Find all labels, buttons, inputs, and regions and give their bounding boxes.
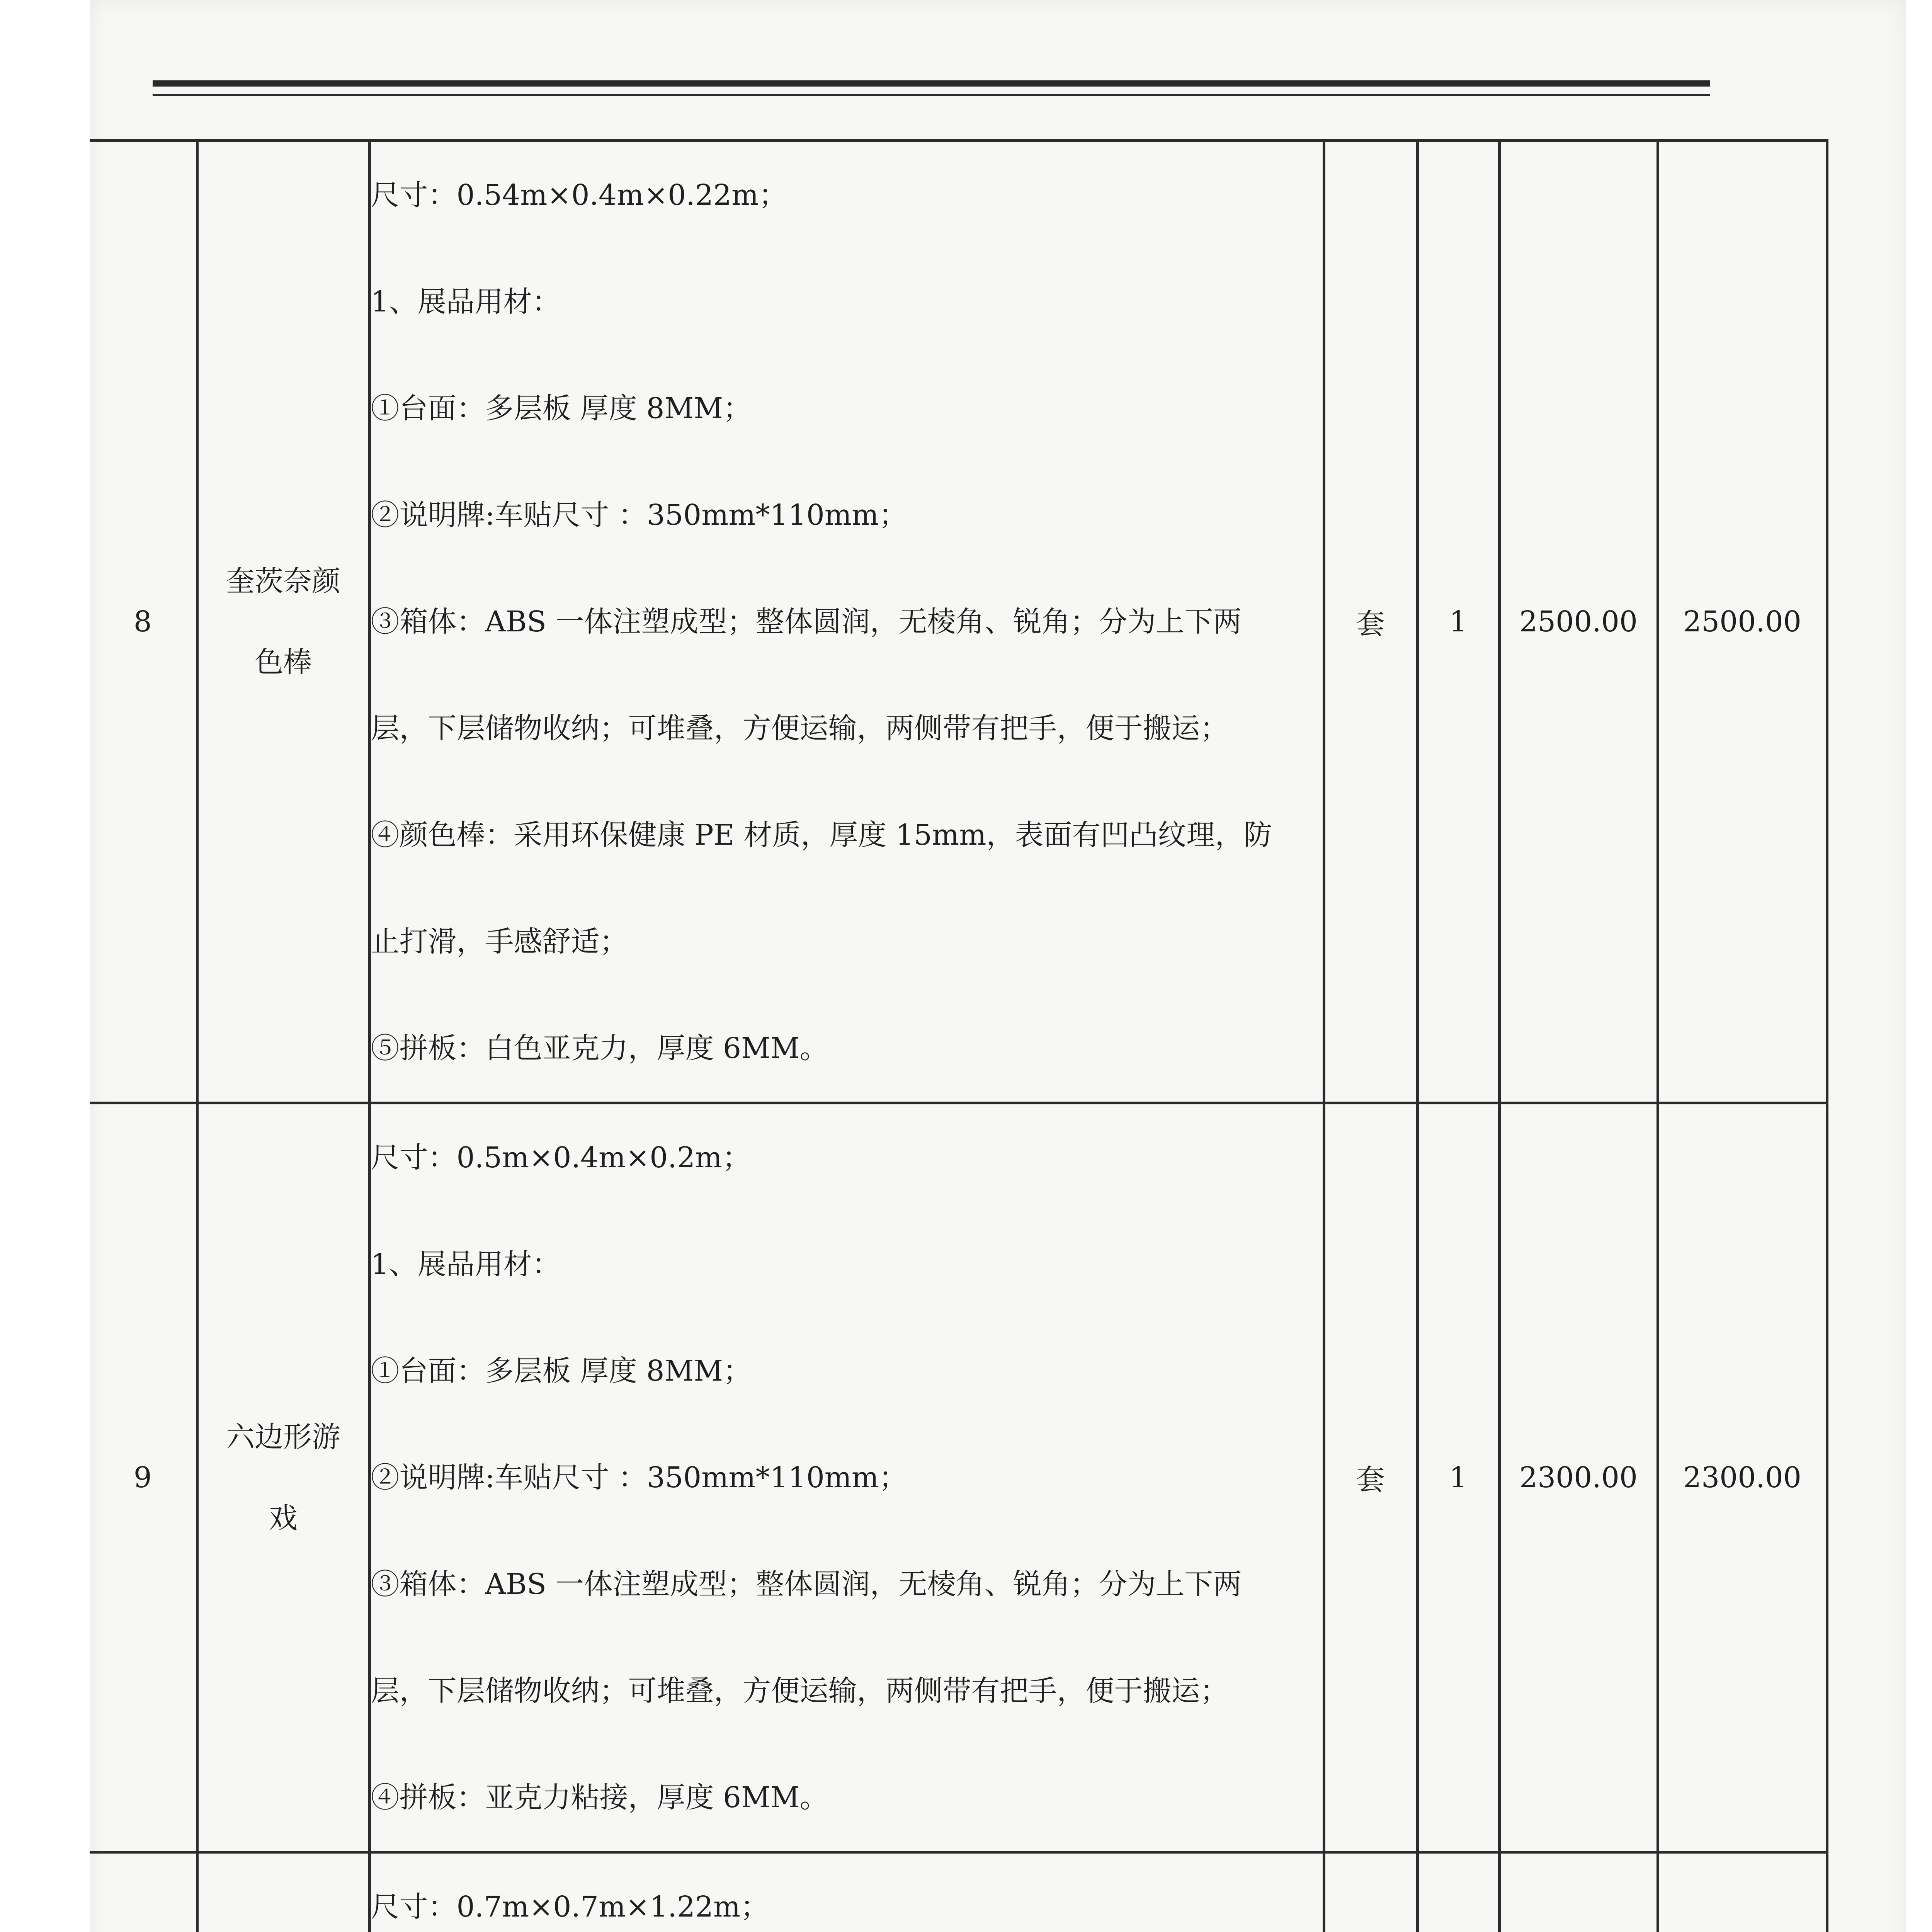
spec-table — [90, 139, 1828, 1932]
item-unit: 套 — [1324, 141, 1417, 1103]
description-line: 尺寸：0.54m×0.4m×0.22m； — [371, 179, 787, 212]
description-line: ③箱体：ABS 一体注塑成型；整体圆润，无棱角、锐角；分为上下两 — [371, 1568, 1242, 1601]
item-name — [197, 1852, 369, 1932]
header-rule-thin — [153, 94, 1710, 96]
item-number: 8 — [90, 141, 197, 1103]
item-total: 2300.00 — [1658, 1103, 1827, 1852]
item-name-line: 戏 — [269, 1502, 298, 1535]
item-total — [1658, 1852, 1827, 1932]
description-line: ③箱体：ABS 一体注塑成型；整体圆润，无棱角、锐角；分为上下两 — [371, 605, 1242, 638]
item-unit-price — [1499, 1852, 1658, 1932]
description-line: 1、展品用材： — [371, 1248, 561, 1281]
item-name-line: 奎茨奈颜 — [226, 565, 340, 598]
item-quantity: 1 — [1417, 141, 1499, 1103]
item-name-line: 色棒 — [255, 646, 312, 679]
item-unit-price: 2300.00 — [1499, 1103, 1658, 1852]
description-line: ⑤拼板：白色亚克力，厚度 6MM。 — [371, 1032, 828, 1065]
header-rule-thick — [153, 80, 1710, 87]
description-line: ④颜色棒：采用环保健康 PE 材质，厚度 15mm，表面有凹凸纹理，防 — [371, 818, 1272, 852]
description-line: ④拼板：亚克力粘接，厚度 6MM。 — [371, 1781, 828, 1814]
item-name — [197, 141, 369, 1103]
description-line: ①台面：多层板 厚度 8MM； — [371, 1354, 752, 1388]
description-line: ②说明牌:车贴尺寸 ：350mm*110mm； — [371, 1461, 908, 1494]
description-line: 止打滑，手感舒适； — [371, 925, 628, 958]
item-unit-price: 2500.00 — [1499, 141, 1658, 1103]
table-row — [90, 1103, 1827, 1852]
description-line: ②说明牌:车贴尺寸 ：350mm*110mm； — [371, 498, 908, 532]
item-total: 2500.00 — [1658, 141, 1827, 1103]
table-row — [90, 1852, 1827, 1932]
description-line: ①台面：多层板 厚度 8MM； — [371, 392, 752, 425]
description-line: 1、展品用材： — [371, 285, 561, 318]
table-row — [90, 141, 1827, 1103]
item-description — [369, 141, 1324, 1103]
item-quantity: 1 — [1417, 1103, 1499, 1852]
item-unit: 套 — [1324, 1103, 1417, 1852]
item-number: 9 — [90, 1103, 197, 1852]
description-line: 尺寸：0.5m×0.4m×0.2m； — [371, 1141, 751, 1174]
description-line: 层，下层储物收纳；可堆叠，方便运输，两侧带有把手，便于搬运； — [371, 712, 1229, 745]
description-line: 尺寸：0.7m×0.7m×1.22m； — [371, 1890, 769, 1923]
item-unit — [1324, 1852, 1417, 1932]
item-name — [197, 1103, 369, 1852]
item-name-line: 六边形游 — [226, 1420, 340, 1454]
item-number — [90, 1852, 197, 1932]
item-description — [369, 1103, 1324, 1852]
description-line: 层，下层储物收纳；可堆叠，方便运输，两侧带有把手，便于搬运； — [371, 1674, 1229, 1708]
item-quantity — [1417, 1852, 1499, 1932]
item-description — [369, 1852, 1324, 1932]
